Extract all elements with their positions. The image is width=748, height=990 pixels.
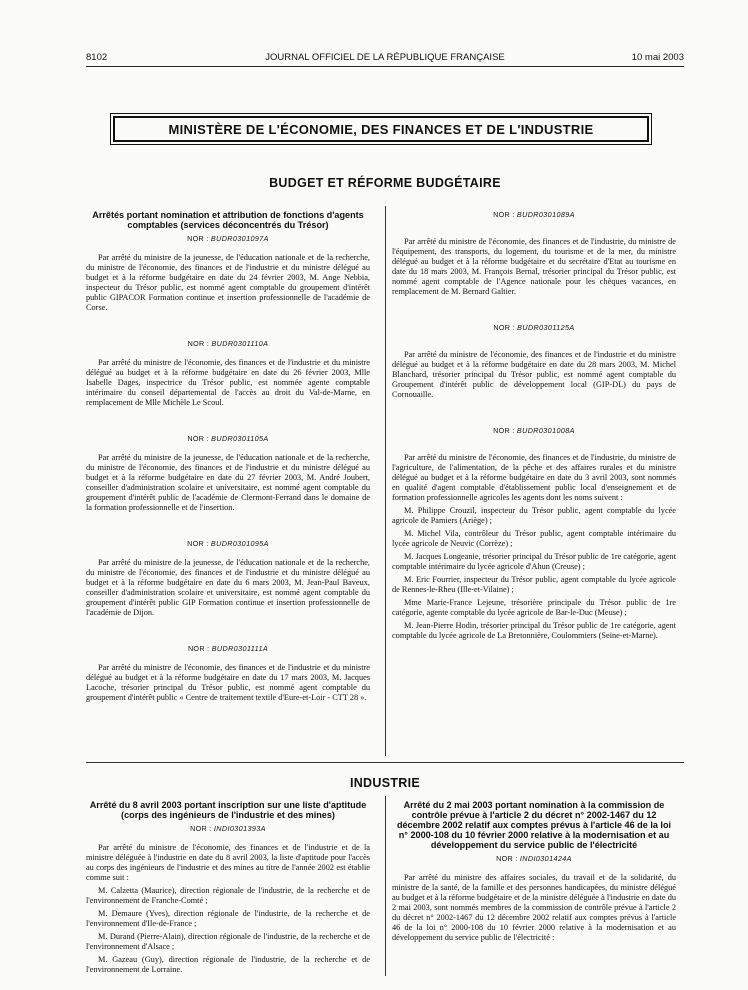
section-rule xyxy=(86,762,684,763)
column-separator xyxy=(385,796,386,976)
article-paragraph: M. Durand (Pierre-Alain), direction régionale de l'industrie, de la recherche et de l'environnement d'Alsace ; xyxy=(86,932,370,951)
section-title-industrie: INDUSTRIE xyxy=(349,776,421,790)
article-paragraph: Par arrêté du ministre des affaires sociales, du travail et de la solidarité, du ministre de la santé, de la famille et des personnes handicapées, du ministre délégué au budget et à la réforme budgétaire et de la ministre déléguée à l'industrie en date du 2 mai 2003, sont nommés membres de la commission de contrôle prévue à l'article 2 du décret n° 2002-1467 du 12 décembre 2002 relatif aux comptes prévus à l'article 46 de la loi n° 2000-108 du 10 février 2000 relative à la modernisation et au développement du service public de l'électricité : xyxy=(392,873,676,942)
nor-reference: NOR : BUDR0301089A xyxy=(493,210,575,219)
publication-date: 10 mai 2003 xyxy=(631,52,684,63)
article-paragraph: Par arrêté du ministre de la jeunesse, de l'éducation nationale et de la recherche, du ministre de l'économie, des finances et de l'industrie et du ministre délégué au budget et à la réforme budgétaire en date du 6 mars 2003, M. Jean-Paul Baveux, conseiller d'administration scolaire et universitaire, est nommé agent comptable du groupement d'intérêt public GIP Formation continue et insertion professionnelle de l'académie de Dijon. xyxy=(86,558,370,617)
right-column xyxy=(392,210,676,641)
article-heading: Arrêté du 2 mai 2003 portant nomination à la commission de contrôle prévue à l'article 2 du décret n° 2002-1467 du 12 décembre 2002 relatif aux comptes prévus à l'article 46 de la loi n° 2000-108 du 10 février 2000 relative à la modernisation et au développement du service public de l'électricité xyxy=(396,800,672,850)
article-heading: Arrêté du 8 avril 2003 portant inscription sur une liste d'aptitude (corps des ingénieurs de l'industrie et des mines) xyxy=(89,800,367,820)
article-paragraph: Mme Marie-France Lejeune, trésorière principale du Trésor public de 1re catégorie, agente comptable du lycée agricole de Bar-le-Duc (Meuse) ; xyxy=(392,598,676,617)
ministry-title: MINISTÈRE DE L'ÉCONOMIE, DES FINANCES ET DE L'INDUSTRIE xyxy=(113,116,649,142)
column-separator xyxy=(385,206,386,756)
article-paragraph: M. Calzetta (Maurice), direction régionale de l'industrie, de la recherche et de l'environnement de Franche-Comté ; xyxy=(86,886,370,905)
industrie-left-column xyxy=(86,800,370,975)
left-column xyxy=(86,210,370,703)
article-paragraph: Par arrêté du ministre de l'économie, des finances et de l'industrie et du ministre délégué au budget et à la réforme budgétaire en date du 28 mars 2003, M. Michel Blanchard, trésorier principal du Trésor public, est nommé agent comptable du Groupement d'intérêt public de développement local (GIP-DL) du pays de Cornouaille. xyxy=(392,350,676,399)
section-title-budget: BUDGET ET RÉFORME BUDGÉTAIRE xyxy=(269,176,501,190)
article-paragraph: M. Jean-Pierre Hodin, trésorier principal du Trésor public de 1re catégorie, agent comptable du lycée agricole de La Bretonnière, Coulommiers (Seine-et-Marne). xyxy=(392,621,676,640)
article-paragraph: Par arrêté du ministre de l'économie, des finances et de l'industrie et du ministre délégué au budget et à la réforme budgétaire en date du 26 février 2003, Mlle Isabelle Dages, inspectrice du Trésor public, est nommée agente comptable intérimaire du conseil départemental de l'accès au droit du Val-de-Marne, en remplacement de Mlle Michèle Le Scoul. xyxy=(86,358,370,407)
page-number: 8102 xyxy=(86,52,108,63)
article-paragraph: M. Demaure (Yves), direction régionale de l'industrie, de la recherche et de l'environnement d'Ile-de-France ; xyxy=(86,909,370,928)
article-paragraph: Par arrêté du ministre de l'économie, des finances et de l'industrie et de la ministre déléguée à l'industrie en date du 8 avril 2003, la liste d'aptitude pour l'accès au corps des ingénieurs de l'industrie et des mines au titre de l'année 2002 est établie comme suit : xyxy=(86,843,370,882)
nor-reference: NOR : INDI0301424A xyxy=(496,854,572,863)
article-paragraph: M. Michel Vila, contrôleur du Trésor public, agent comptable intérimaire du lycée agricole de Neuvic (Corrèze) ; xyxy=(392,529,676,548)
article-paragraph: Par arrêté du ministre de la jeunesse, de l'éducation nationale et de la recherche, du ministre de l'économie, des finances et de l'industrie et du ministre délégué au budget et à la réforme budgétaire en date du 27 février 2003, M. André Joubert, conseiller d'administration scolaire et universitaire, est nommé agent comptable du groupement d'intérêt public de l'académie de Clermont-Ferrand dans le domaine de la formation professionnelle et de l'insertion. xyxy=(86,453,370,512)
article-paragraph: Par arrêté du ministre de l'économie, des finances et de l'industrie, du ministre de l'agriculture, de l'alimentation, de la pêche et des affaires rurales et du ministre délégué au budget et à la réforme budgétaire en date du 3 avril 2003, sont nommés en qualité d'agent comptable d'établissement public local d'enseignement et de formation professionnelle agricoles les agents dont les noms suivent : xyxy=(392,453,676,502)
article-paragraph: M. Philippe Crouzil, inspecteur du Trésor public, agent comptable du lycée agricole de Pamiers (Ariège) ; xyxy=(392,506,676,525)
journal-title: JOURNAL OFFICIEL DE LA RÉPUBLIQUE FRANÇAISE xyxy=(265,52,505,63)
nor-reference: NOR : BUDR0301110A xyxy=(187,339,269,348)
article-paragraph: Par arrêté du ministre de l'économie, des finances et de l'industrie, du ministre de l'équipement, des transports, du logement, du tourisme et de la mer, du ministre délégué au budget et à la réforme budgétaire et du secrétaire d'Etat au tourisme en date du 18 mars 2003, M. François Bernal, trésorier principal du Trésor public, est nommé agent comptable de l'Agence nationale pour les chèques vacances, en remplacement de M. Bernard Galtier. xyxy=(392,237,676,296)
header-rule xyxy=(86,66,684,67)
article-paragraph: Par arrêté du ministre de la jeunesse, de l'éducation nationale et de la recherche, du ministre de l'économie, des finances et de l'industrie et du ministre délégué au budget et à la réforme budgétaire en date du 24 février 2003, M. Ange Nebbia, inspecteur du Trésor public, est nommé agent comptable du groupement d'intérêt public GIPACOR Formation continue et insertion professionnelle de l'académie de Corse. xyxy=(86,253,370,312)
article-paragraph: M. Gazeau (Guy), direction régionale de l'industrie, de la recherche et de l'environnement de Lorraine. xyxy=(86,955,370,974)
nor-reference: NOR : BUDR0301097A xyxy=(187,234,269,243)
nor-reference: NOR : BUDR0301095A xyxy=(187,539,269,548)
article-paragraph: Par arrêté du ministre de l'économie, des finances et de l'industrie et du ministre délégué au budget et à la réforme budgétaire en date du 17 mars 2003, M. Jacques Lacoche, trésorier principal du Trésor public, est nommé agent comptable du groupement d'intérêt public « Centre de traitement textile d'Eure-et-Loir - CTT 28 ». xyxy=(86,663,370,702)
nor-reference: NOR : BUDR0301111A xyxy=(187,644,269,653)
nor-reference: NOR : BUDR0301125A xyxy=(493,323,575,332)
industrie-right-column xyxy=(392,800,676,943)
nor-reference: NOR : BUDR0301105A xyxy=(187,434,269,443)
nor-reference: NOR : BUDR0301008A xyxy=(493,426,575,435)
article-heading: Arrêtés portant nomination et attribution de fonctions d'agents comptables (services déconcentrés du Trésor) xyxy=(92,210,364,230)
article-paragraph: M. Eric Fourrier, inspecteur du Trésor public, agent comptable du lycée agricole de Rennes-le-Rheu (Ille-et-Vilaine) ; xyxy=(392,575,676,594)
nor-reference: NOR : INDI0301393A xyxy=(190,824,266,833)
article-paragraph: M. Jacques Longeanie, trésorier principal du Trésor public de 1re catégorie, agent comptable intérimaire du lycée agricole d'Ahun (Creuse) ; xyxy=(392,552,676,571)
